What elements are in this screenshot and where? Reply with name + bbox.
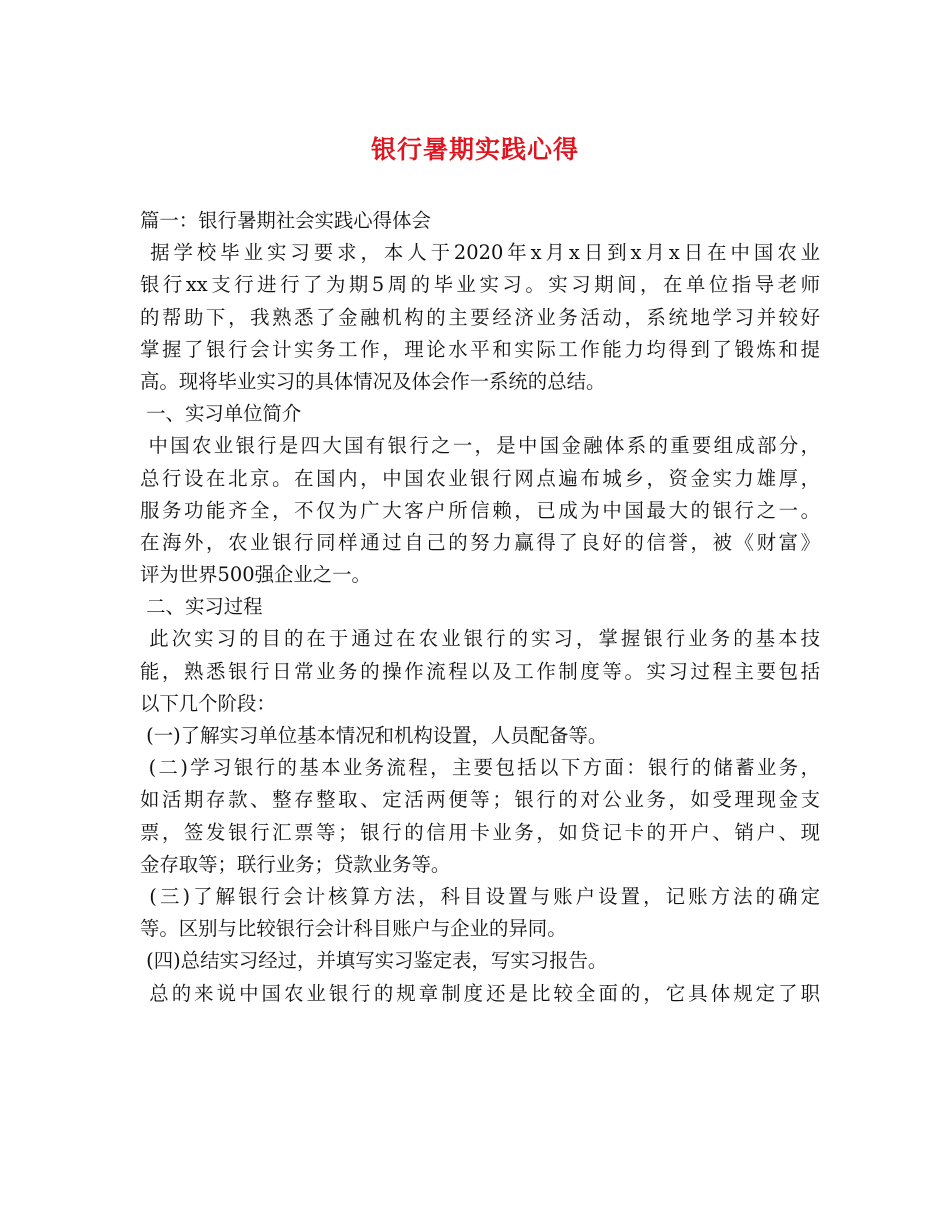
body-line: 能，熟悉银行日常业务的操作流程以及工作制度等。实习过程主要包括: [140, 659, 820, 683]
body-line: 等。区别与比较银行会计科目账户与企业的异同。: [140, 917, 567, 941]
body-line: 据学校毕业实习要求，本人于2020年x月x日到x月x日在中国农业: [140, 241, 820, 265]
section-heading: 一、实习单位简介: [140, 402, 302, 426]
body-line: 中国农业银行是四大国有银行之一，是中国金融体系的重要组成部分，: [140, 434, 820, 458]
body-line: 掌握了银行会计实务工作，理论水平和实际工作能力均得到了锻炼和提: [140, 337, 820, 361]
document-title: 银行暑期实践心得: [370, 135, 579, 164]
document-body: [140, 205, 820, 1010]
body-line: 总行设在北京。在国内，中国农业银行网点遍布城乡，资金实力雄厚，: [140, 466, 820, 490]
body-line: 票，签发银行汇票等；银行的信用卡业务，如贷记卡的开户、销户、现: [140, 820, 820, 844]
list-item: (一)了解实习单位基本情况和机构设置，人员配备等。: [140, 724, 608, 747]
body-line: 银行xx支行进行了为期5周的毕业实习。实习期间，在单位指导老师: [140, 273, 820, 297]
body-line: 如活期存款、整存整取、定活两便等；银行的对公业务，如受理现金支: [140, 788, 820, 812]
list-item: (四)总结实习经过，并填写实习鉴定表，写实习报告。: [140, 949, 608, 973]
body-line: 篇一：银行暑期社会实践心得体会: [140, 209, 431, 232]
body-line: 总的来说中国农业银行的规章制度还是比较全面的，它具体规定了职: [140, 981, 820, 1005]
body-line: 高。现将毕业实习的具体情况及体会作一系统的总结。: [140, 369, 606, 393]
body-line: 此次实习的目的在于通过在农业银行的实习，掌握银行业务的基本技: [140, 627, 820, 651]
body-line: 的帮助下，我熟悉了金融机构的主要经济业务活动，系统地学习并较好: [140, 305, 820, 329]
section-heading: 二、实习过程: [140, 595, 263, 619]
body-line: 在海外，农业银行同样通过自己的努力赢得了良好的信誉，被《财富》: [140, 530, 820, 554]
body-line: 金存取等；联行业务；贷款业务等。: [140, 852, 451, 876]
list-item: (二)学习银行的基本业务流程，主要包括以下方面：银行的储蓄业务，: [140, 756, 820, 780]
body-line: 评为世界500强企业之一。: [140, 563, 371, 587]
body-line: 以下几个阶段：: [140, 691, 276, 715]
list-item: (三)了解银行会计核算方法，科目设置与账户设置，记账方法的确定: [140, 884, 820, 908]
body-line: 服务功能齐全，不仅为广大客户所信赖，已成为中国最大的银行之一。: [140, 498, 820, 522]
